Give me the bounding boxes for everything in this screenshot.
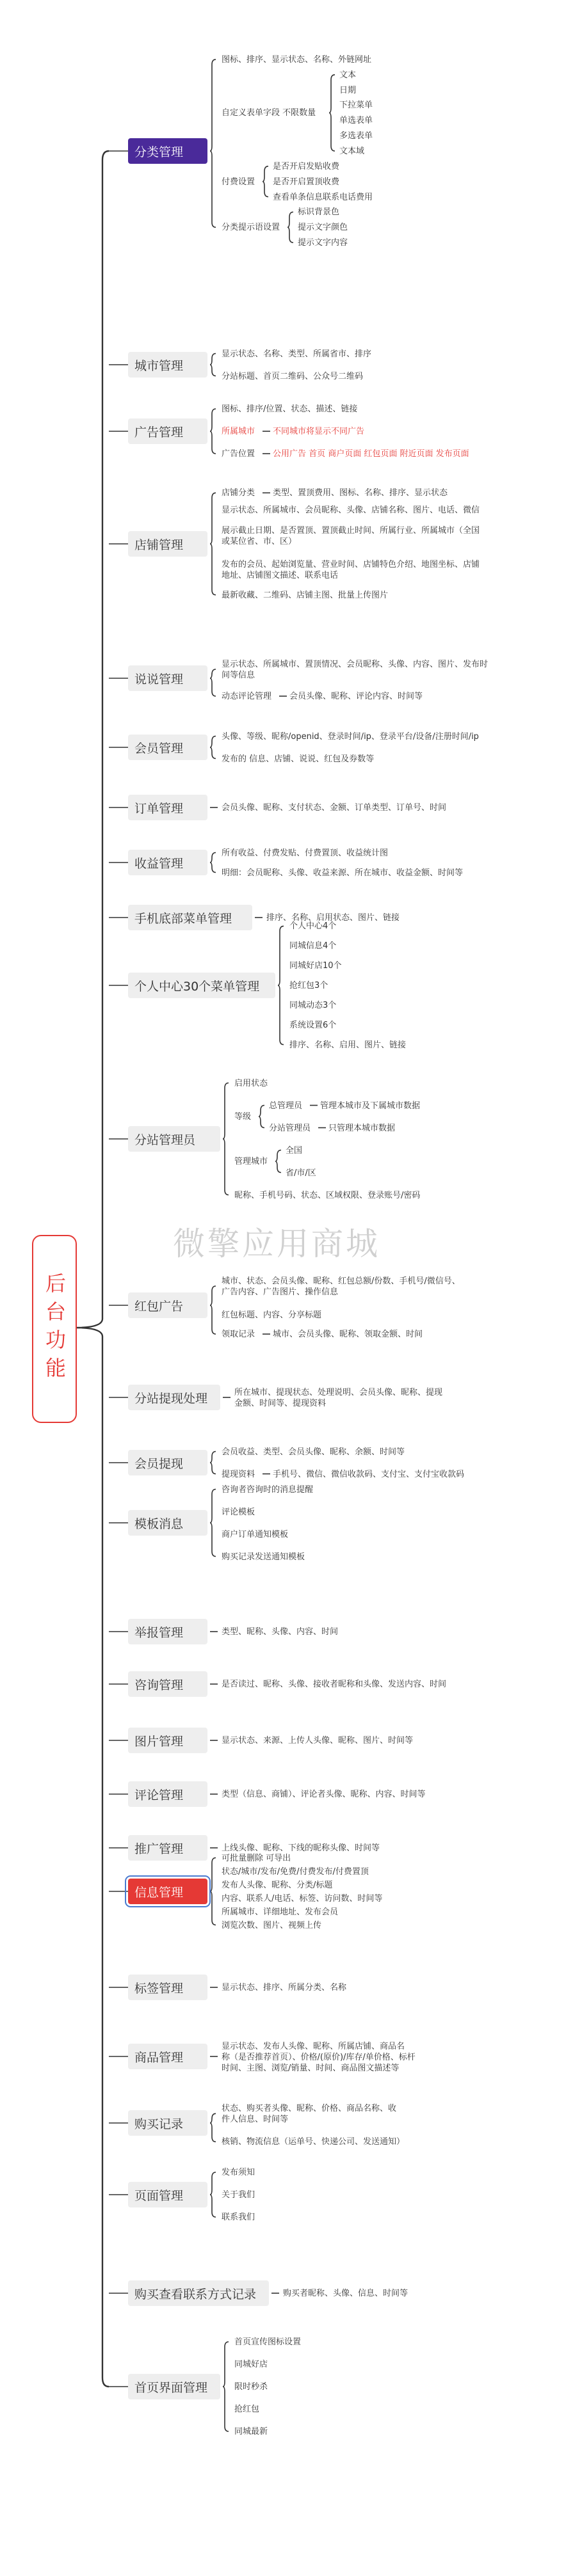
branch-label: 发布的会员、起始浏览量、营业时间、店铺特色介绍、地图坐标、店铺 地址、店铺图文描述、联系电话 [222, 559, 480, 580]
branch-label: 只管理本城市数据 [328, 1123, 396, 1133]
branch-label: 公用广告 首页 商户页面 红包页面 附近页面 发布页面 [273, 449, 469, 459]
category-node[interactable]: 模板消息 [128, 1510, 207, 1536]
branch-label: 是否开启置顶收费 [273, 177, 340, 187]
branch-label: 头像、等级、昵称/openid、登录时间/ip、登录平台/设备/注册时间/ip [222, 731, 479, 742]
branch-label: 广告位置 [222, 449, 255, 459]
branch-label: 会员头像、昵称、支付状态、金额、订单类型、订单号、时间 [222, 803, 447, 813]
branch-label: 提示文字颜色 [298, 223, 348, 233]
category-node[interactable]: 购买记录 [128, 2110, 207, 2136]
branch-label: 同城好店10个 [289, 961, 342, 971]
root-title: 后台功能 [42, 1273, 67, 1385]
branch-label: 排序、名称、启用状态、图片、链接 [266, 913, 400, 923]
category-node[interactable]: 会员管理 [128, 735, 207, 760]
category-node[interactable]: 页面管理 [128, 2182, 207, 2207]
connector-line [210, 2172, 216, 2217]
connector-line [210, 60, 216, 227]
category-node[interactable]: 图片管理 [128, 1728, 207, 1753]
branch-label: 提现资料 [222, 1469, 255, 1479]
category-node[interactable]: 分类管理 [128, 138, 207, 164]
branch-label: 手机号、微信、微信收款码、支付宝、支付宝收款码 [273, 1469, 465, 1479]
branch-label: 内容、联系人/电话、标签、访问数、时间等 [222, 1893, 383, 1904]
branch-label: 红包标题、内容、分享标题 [222, 1310, 322, 1320]
connector-line [210, 2113, 216, 2142]
category-node[interactable]: 标签管理 [128, 1975, 207, 2000]
branch-label: 所有收益、付费发贴、付费置顶、收益统计图 [222, 848, 389, 858]
branch-label: 同城好店 [234, 2360, 268, 2369]
branch-label: 管理城市 [234, 1157, 268, 1166]
branch-label: 动态评论管理 [222, 692, 272, 701]
category-node[interactable]: 商品管理 [128, 2044, 207, 2069]
branch-label: 所在城市、提现状态、处理说明、会员头像、昵称、提现 金额、时间等、提现资料 [234, 1388, 443, 1408]
branch-label: 显示状态、排序、所属分类、名称 [222, 1983, 347, 1992]
category-node[interactable]: 个人中心30个菜单管理 [128, 973, 275, 998]
category-node[interactable]: 推广管理 [128, 1835, 207, 1861]
category-node[interactable]: 手机底部菜单管理 [128, 905, 252, 930]
connector-line [287, 212, 293, 242]
branch-label: 商户订单通知模板 [222, 1529, 289, 1539]
branch-label: 关于我们 [222, 2190, 255, 2200]
branch-label: 显示状态、来源、上传人头像、昵称、图片、时间等 [222, 1736, 414, 1745]
category-node[interactable]: 评论管理 [128, 1781, 207, 1807]
branch-label: 启用状态 [234, 1078, 268, 1088]
branch-label: 首页宣传图标设置 [234, 2337, 302, 2347]
connector-line [275, 1150, 281, 1173]
connector-line [210, 354, 216, 376]
branch-label: 下拉菜单 [339, 100, 373, 111]
category-node[interactable]: 订单管理 [128, 795, 207, 820]
category-node[interactable]: 分站管理员 [128, 1126, 220, 1152]
branch-label: 分类提示语设置 [222, 223, 280, 233]
branch-label: 文本域 [339, 147, 365, 156]
category-node[interactable]: 信息管理 [128, 1879, 207, 1904]
branch-label: 同城最新 [234, 2427, 268, 2437]
branch-label: 状态/城市/发布/免费/付费发布/付费置顶 [222, 1866, 369, 1877]
branch-label: 浏览次数、图片、视频上传 [222, 1920, 322, 1930]
connector-line [223, 1083, 229, 1195]
branch-label: 显示状态、名称、类型、所属省市、排序 [222, 349, 372, 359]
connector-line [263, 166, 268, 197]
branch-label: 单选表单 [339, 116, 373, 126]
branch-label: 总管理员 [269, 1101, 303, 1111]
branch-label: 多选表单 [339, 131, 373, 141]
branch-label: 日期 [339, 85, 357, 95]
branch-label: 评论模板 [222, 1507, 255, 1517]
branch-label: 省/市/区 [286, 1168, 316, 1178]
connector-line [210, 736, 216, 759]
connector-line [210, 1286, 216, 1334]
branch-label: 店铺分类 [222, 488, 255, 498]
branch-label: 发布的 信息、店铺、说说、红包及券数等 [222, 754, 375, 764]
branch-label: 图标、排序、显示状态、名称、外链网址 [222, 54, 372, 65]
category-node[interactable]: 会员提现 [128, 1450, 207, 1475]
category-node[interactable]: 咨询管理 [128, 1671, 207, 1697]
branch-label: 明细：会员昵称、头像、收益来源、所在城市、收益金额、时间等 [222, 868, 464, 878]
connector-line [210, 1452, 216, 1474]
category-node[interactable]: 购买查看联系方式记录 [128, 2280, 269, 2306]
branch-label: 图标、排序/位置、状态、描述、链接 [222, 404, 358, 414]
branch-label: 提示文字内容 [298, 238, 348, 248]
branch-label: 是否开启发贴收费 [273, 161, 340, 171]
branch-label: 自定义表单字段 不限数量 [222, 108, 316, 118]
branch-label: 城市、会员头像、昵称、领取金额、时间 [273, 1330, 423, 1339]
branch-label: 分站管理员 [269, 1123, 311, 1133]
branch-label: 会员收益、类型、会员头像、昵称、余额、时间等 [222, 1447, 405, 1457]
branch-label: 显示状态、发布人头像、昵称、所属店铺、商品名 称（是否推荐首页）、价格/(原价)/库存/单价格、标杆 时间、主图、浏览/销量、时间、商品图文描述等 [222, 2042, 416, 2073]
branch-label: 排序、名称、启用、图片、链接 [289, 1040, 407, 1050]
watermark-text: 微擎应用商城 [173, 1225, 380, 1262]
root-node [32, 1235, 77, 1423]
branch-label: 联系我们 [222, 2213, 255, 2222]
branch-label: 核销、物流信息（运单号、快递公司、发送通知） [222, 2137, 405, 2147]
branch-label: 文本 [339, 70, 357, 80]
category-node[interactable]: 举报管理 [128, 1619, 207, 1644]
branch-label: 咨询者咨询时的消息提醒 [222, 1484, 314, 1495]
branch-label: 购买者昵称、头像、信息、时间等 [283, 2289, 408, 2298]
branch-label: 同城动态3个 [289, 1000, 337, 1010]
branch-label: 会员头像、昵称、评论内容、时间等 [289, 692, 423, 701]
branch-label: 等级 [234, 1112, 252, 1122]
branch-label: 显示状态、所属城市、会员昵称、头像、店铺名称、图片、电话、微信 [222, 505, 480, 515]
branch-label: 不同城市将显示不同广告 [273, 427, 365, 436]
branch-label: 购买记录发送通知模板 [222, 1552, 305, 1562]
connector-line [278, 926, 284, 1044]
connector-line [210, 493, 216, 594]
branch-label: 城市、状态、会员头像、昵称、红包总额/份数、手机号/微信号、 广告内容、广告图片、操作信息 [222, 1276, 460, 1297]
branch-label: 可批量删除 可导出 [222, 1853, 291, 1863]
branch-label: 限时秒杀 [234, 2382, 268, 2392]
branch-label: 标识背景色 [298, 207, 340, 218]
branch-label: 付费设置 [222, 177, 255, 187]
connector-line [76, 151, 109, 2387]
category-node[interactable]: 收益管理 [128, 850, 207, 875]
branch-label: 状态、购买者头像、昵称、价格、商品名称、收 件人信息、时间等 [222, 2104, 397, 2125]
branch-label: 同城信息4个 [289, 941, 337, 951]
branch-label: 领取记录 [222, 1330, 255, 1339]
category-node[interactable]: 分站提现处理 [128, 1385, 220, 1410]
branch-label: 展示截止日期、是否置顶、置顶截止时间、所属行业、所属城市（全国 或某位省、市、区） [222, 525, 480, 546]
branch-label: 所属城市、详细地址、发布会员 [222, 1907, 339, 1917]
branch-label: 发布人头像、昵称、分类/标题 [222, 1880, 333, 1890]
branch-label: 抢红包 [234, 2405, 260, 2414]
category-node[interactable]: 说说管理 [128, 665, 207, 691]
category-node[interactable]: 首页界面管理 [128, 2374, 220, 2399]
branch-label: 上线头像、昵称、下线的昵称头像、时间等 [222, 1843, 380, 1853]
branch-label: 抢红包3个 [289, 981, 328, 990]
branch-label: 查看单条信息联系电话费用 [273, 192, 373, 202]
branch-label: 昵称、手机号码、状态、区域权限、登录账号/密码 [234, 1190, 421, 1200]
branch-label: 类型、置顶费用、图标、名称、排序、显示状态 [273, 488, 448, 498]
connector-line [210, 853, 216, 873]
branch-label: 个人中心4个 [289, 921, 337, 932]
branch-label: 发布须知 [222, 2168, 255, 2177]
branch-label: 显示状态、所属城市、置顶情况、会员昵称、头像、内容、图片、发布时 间等信息 [222, 660, 489, 680]
connector-line [223, 2342, 229, 2431]
branch-label: 所属城市 [222, 427, 255, 436]
branch-label: 类型、昵称、头像、内容、时间 [222, 1627, 339, 1637]
branch-label: 管理本城市及下属城市数据 [320, 1101, 421, 1111]
branch-label: 系统设置6个 [289, 1020, 337, 1030]
category-node[interactable]: 红包广告 [128, 1292, 207, 1318]
connector-line [210, 409, 216, 454]
connector-line [210, 1858, 216, 1925]
branch-label: 是否读过、昵称、头像、接收者昵称和头像、发送内容、时间 [222, 1680, 447, 1689]
connector-line [210, 1490, 216, 1557]
connector-line [329, 75, 335, 151]
branch-label: 最新收藏、二维码、店铺主图、批量上传图片 [222, 590, 389, 600]
branch-label: 类型（信息、商铺）、评论者头像、昵称、内容、时间等 [222, 1790, 426, 1799]
category-node[interactable]: 城市管理 [128, 352, 207, 378]
connector-line [259, 1106, 264, 1128]
category-node[interactable]: 店铺管理 [128, 531, 207, 557]
branch-label: 分站标题、首页二维码、公众号二维码 [222, 371, 364, 381]
branch-label: 全国 [286, 1145, 303, 1156]
category-node[interactable]: 广告管理 [128, 418, 207, 444]
connector-line [210, 669, 216, 696]
